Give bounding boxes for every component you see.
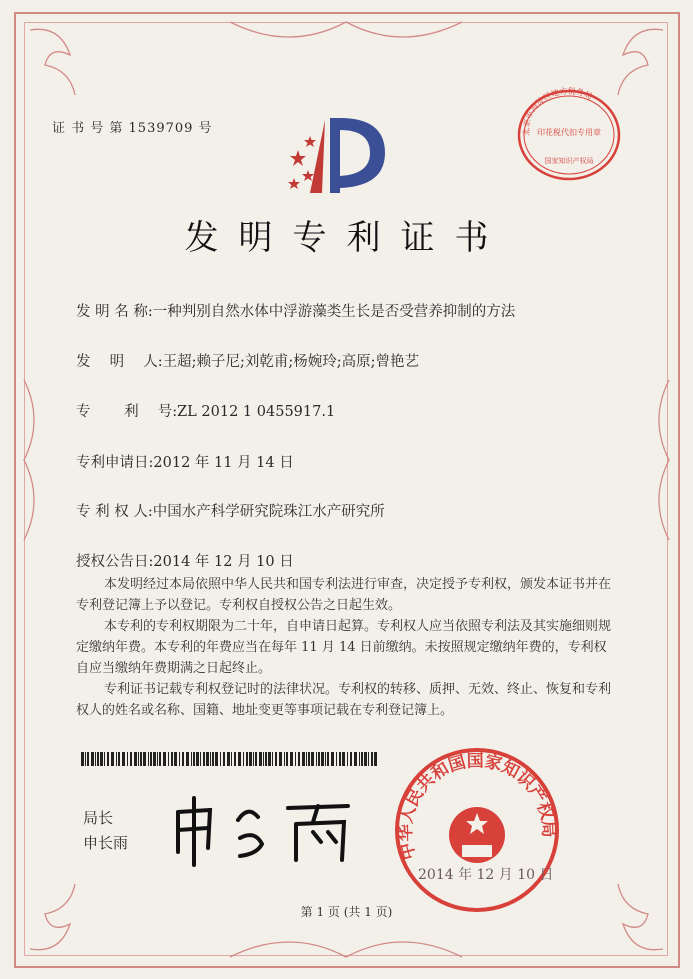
- barcode-bar: [327, 752, 329, 766]
- barcode-bar: [91, 752, 94, 766]
- barcode-bar: [347, 752, 348, 766]
- barcode-bar: [268, 752, 271, 766]
- barcode-bar: [85, 752, 86, 766]
- barcode-bar: [350, 752, 352, 766]
- patent-office-logo-icon: [280, 108, 390, 198]
- barcode-bar: [339, 752, 341, 766]
- barcode-bar: [308, 752, 310, 766]
- field-patentee: [76, 500, 385, 521]
- field-value: 中国水产科学研究院珠江水产研究所: [152, 504, 385, 520]
- barcode-bar: [104, 752, 105, 766]
- field-invention-name: [76, 300, 515, 321]
- barcode-bar: [107, 752, 109, 766]
- field-label: 授权公告日:: [76, 554, 154, 570]
- barcode-bar: [200, 752, 201, 766]
- barcode-bar: [316, 752, 317, 766]
- barcode-bar: [336, 752, 337, 766]
- barcode-bar: [279, 752, 282, 766]
- barcode-bar: [157, 752, 158, 766]
- barcode-bar: [286, 752, 288, 766]
- seal-small-center-text: 印花税代扣专用章: [537, 128, 601, 137]
- barcode-bar: [284, 752, 285, 766]
- barcode-bar: [263, 752, 264, 766]
- barcode-bar: [223, 752, 225, 766]
- barcode-bar: [206, 752, 209, 766]
- barcode-bar: [196, 752, 199, 766]
- barcode-bar: [321, 752, 324, 766]
- barcode-bar: [374, 752, 377, 766]
- barcode-bar: [168, 752, 169, 766]
- barcode-bar: [186, 752, 189, 766]
- barcode-bar: [111, 752, 114, 766]
- barcode-bar: [238, 752, 241, 766]
- barcode-bar: [265, 752, 267, 766]
- barcode-bar: [191, 752, 192, 766]
- barcode-bar: [359, 752, 360, 766]
- barcode-bar: [87, 752, 89, 766]
- barcode-bar: [81, 752, 84, 766]
- barcode-bar: [116, 752, 117, 766]
- barcode-bar: [179, 752, 180, 766]
- field-value: 2014 年 12 月 10 日: [153, 554, 294, 570]
- barcode-bar: [255, 752, 257, 766]
- field-value: 王超;赖子尼;刘乾甫;杨婉玲;高原;曾艳艺: [162, 354, 420, 370]
- barcode-bar: [174, 752, 177, 766]
- barcode-bar: [150, 752, 152, 766]
- barcode-bar: [249, 752, 252, 766]
- barcode-bar: [97, 752, 99, 766]
- barcode-bar: [203, 752, 205, 766]
- barcode-bar: [318, 752, 320, 766]
- barcode-bar: [171, 752, 173, 766]
- barcode-bar: [295, 752, 296, 766]
- barcode-bar: [140, 752, 142, 766]
- field-label: 专利申请日:: [76, 455, 154, 471]
- barcode-bar: [368, 752, 369, 766]
- certificate-body: [76, 574, 616, 721]
- barcode-bar: [143, 752, 146, 766]
- seal-arc-text: 中华人民共和国国家知识产权局: [395, 751, 559, 862]
- seal-small-bottom-text: 国家知识产权局: [544, 157, 594, 165]
- barcode: [81, 752, 381, 768]
- barcode-bar: [298, 752, 300, 766]
- field-label: 发 明 名 称:: [76, 304, 153, 320]
- tax-seal-stamp: [514, 85, 624, 185]
- barcode-bar: [100, 752, 103, 766]
- national-emblem-icon: [449, 807, 505, 863]
- barcode-bar: [127, 752, 128, 766]
- field-value: 2012 年 11 月 14 日: [153, 455, 294, 471]
- page-number: 第 1 页 (共 1 页): [300, 905, 393, 919]
- barcode-bar: [122, 752, 125, 766]
- barcode-bar: [243, 752, 244, 766]
- barcode-bar: [259, 752, 262, 766]
- barcode-bar: [364, 752, 367, 766]
- barcode-bar: [159, 752, 161, 766]
- barcode-bar: [231, 752, 232, 766]
- barcode-bar: [95, 752, 96, 766]
- barcode-bar: [153, 752, 156, 766]
- barcode-bar: [130, 752, 132, 766]
- barcode-bar: [220, 752, 221, 766]
- barcode-bar: [325, 752, 326, 766]
- barcode-bar: [306, 752, 307, 766]
- certificate-title: 发明专利证书: [184, 218, 509, 258]
- seal-small-arc-text: 北京市海淀区地方税务局: [521, 86, 594, 136]
- barcode-bar: [371, 752, 373, 766]
- field-label: 专 利 权 人:: [76, 504, 153, 520]
- barcode-bar: [148, 752, 149, 766]
- barcode-bar: [138, 752, 139, 766]
- barcode-bar: [212, 752, 214, 766]
- field-application-date: [76, 451, 294, 472]
- barcode-bar: [193, 752, 195, 766]
- barcode-bar: [331, 752, 334, 766]
- field-value: ZL 2012 1 0455917.1: [177, 404, 336, 420]
- barcode-bar: [134, 752, 137, 766]
- field-grant-date: [76, 550, 294, 571]
- barcode-bar: [342, 752, 345, 766]
- barcode-bar: [118, 752, 120, 766]
- director-title: 局长: [83, 809, 114, 827]
- field-value: 一种判别自然水体中浮游藻类生长是否受营养抑制的方法: [152, 304, 516, 320]
- certificate-number: 证 书 号 第 1539709 号: [52, 121, 213, 136]
- barcode-bar: [290, 752, 293, 766]
- barcode-bar: [227, 752, 230, 766]
- issue-date: 2014 年 12 月 10 日: [418, 867, 554, 883]
- barcode-bar: [182, 752, 184, 766]
- field-inventors: [76, 350, 419, 371]
- barcode-bar: [246, 752, 248, 766]
- field-patent-number: [76, 400, 335, 421]
- barcode-bar: [215, 752, 218, 766]
- barcode-bar: [272, 752, 273, 766]
- body-paragraph: 本专利的专利权期限为二十年，自申请日起算。专利权人应当依照专利法及其实施细则规定缴纳年费。本专利的年费应当在每年 11 月 14 日前缴纳。未按照规定缴纳年费的，专利权自应当缴纳年费期满之日起终止。: [76, 619, 612, 676]
- barcode-bar: [275, 752, 277, 766]
- body-paragraph: 专利证书记载专利权登记时的法律状况。专利权的转移、质押、无效、终止、恢复和专利权人的姓名或名称、国籍、地址变更等事项记载在专利登记簿上。: [76, 682, 612, 718]
- barcode-bar: [361, 752, 363, 766]
- director-name: 申长雨: [83, 834, 129, 852]
- field-label: 发 明 人:: [76, 354, 163, 370]
- official-seal-stamp: [392, 745, 562, 915]
- director-signature: [168, 790, 368, 870]
- body-paragraph: 本发明经过本局依照中华人民共和国专利法进行审查，决定授予专利权，颁发本证书并在专利登记簿上予以登记。专利权自授权公告之日起生效。: [76, 577, 612, 613]
- barcode-bar: [234, 752, 236, 766]
- barcode-bar: [311, 752, 314, 766]
- barcode-bar: [302, 752, 305, 766]
- barcode-bar: [354, 752, 357, 766]
- barcode-bar: [163, 752, 166, 766]
- field-label: 专 利 号:: [76, 404, 178, 420]
- barcode-bar: [253, 752, 254, 766]
- barcode-bar: [210, 752, 211, 766]
